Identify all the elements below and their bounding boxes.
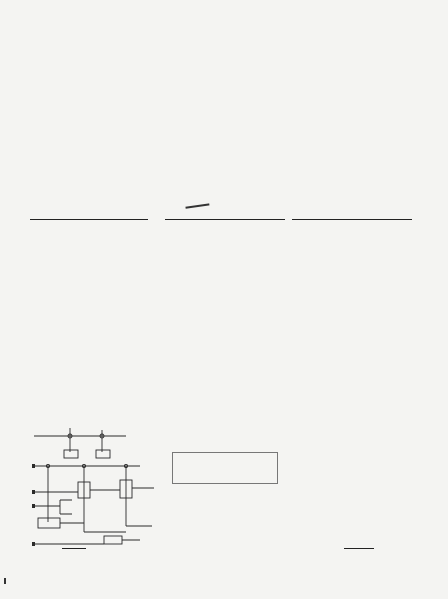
footer-rule	[344, 548, 374, 549]
scan-mark	[4, 578, 6, 584]
listing-divider-mark	[185, 203, 210, 216]
boxed-listing	[172, 452, 278, 484]
circuit-diagram	[30, 422, 158, 552]
section-rule	[165, 219, 285, 220]
footer-rule	[62, 548, 86, 549]
section-rule	[292, 219, 412, 220]
page-footer	[32, 569, 272, 577]
section-rule	[30, 219, 148, 220]
